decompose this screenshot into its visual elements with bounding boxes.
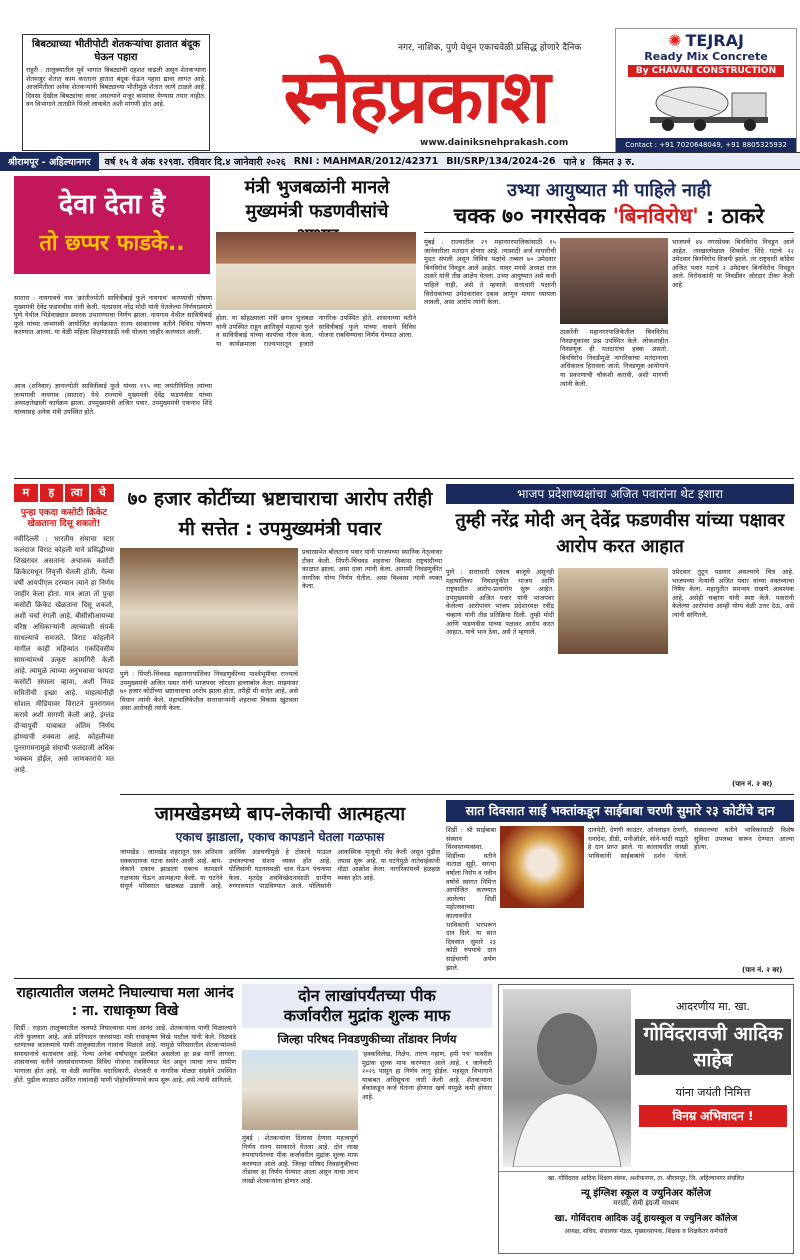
banner-line2: तो छप्पर फाडके.. (39, 231, 185, 256)
website: www.dainiksnehprakash.com (420, 138, 569, 148)
sai-photo (500, 826, 584, 908)
tribute-ad (498, 984, 794, 1254)
tejraj-ad (615, 28, 797, 153)
thackeray-headline (424, 202, 794, 230)
section-rule-2 (120, 794, 794, 795)
stamp-headline-l2: कर्जावरील मुद्रांक शुल्क माफ (283, 1006, 451, 1025)
footer-line3: मराठी, सेमी इंग्रजी माध्यम (613, 1199, 679, 1207)
ad-brand: TEJRAJ (685, 31, 744, 50)
label-char-3: त्वा (65, 484, 89, 502)
page-count: पाने ४ (563, 156, 585, 168)
adik-portrait (503, 989, 631, 1167)
sai-body-2: दानपेटी, देणगी काउंटर, ऑनलाइन देणगी, धनादेश, डीडी, मनीऑर्डर, सोने-चांदी याद्वारे हे दान प्राप्त झाले. या कालावधीत लाखो भाविकांनी साईबाबांचे दर्शन घेतले. संस्थानच्या वतीने भाविकांसाठी विशेष सुविधा उपलब्ध करून देण्यात आल्या होत्या. (588, 826, 794, 860)
footer-line2: न्यू इंग्लिश स्कूल व ज्युनिअर कॉलेज (581, 1188, 711, 1199)
paper-title: स्नेहप्रकाश (283, 54, 549, 140)
chavan-cont: (पान नं. २ वर) (732, 780, 773, 788)
info-bar (0, 152, 800, 170)
tribute-footer (499, 1171, 793, 1253)
rni-number: RNI : MAHMAR/2012/42371 (293, 155, 439, 167)
bii-number: BII/SRP/134/2024-26 (446, 155, 556, 167)
stamp-duty-sub: जिल्हा परिषद निवडणुकीच्या तोंडावर निर्णय (277, 1032, 457, 1046)
tribute-name: गोविंदरावजी आदिक साहेब (635, 1019, 791, 1075)
thackeray-photo (560, 238, 668, 324)
stamp-headline-l1: दोन लाखांपर्यंतच्या पीक (298, 986, 436, 1005)
sai-body-1: शिर्डी : श्री साईबाबा संस्थान विश्वस्तव्यवस्था, शिर्डीच्या वतीने नाताळ सुट्टी, सरत्या वर्षाला निरोप व नवीन वर्षाचे स्वागत निमित्त आयोजित करण्यात आलेल्या शिर्डी महोत्सवाच्या कालावधीत भाविकांनी भरभरून दान दिले. या सात दिवसांत सुमारे २३ कोटी रुपयांचे दान साईचरणी अर्पण झाले. (446, 826, 496, 972)
bhujbal-headline: मंत्री भुजबळांनी मानले मुख्यमंत्री फडणवीसांचे (244, 177, 390, 222)
ad-contact: Contact : +91 7020648049, +91 8805325932 (616, 138, 796, 152)
deva-banner (14, 176, 210, 274)
tribute-small: आदरणीय मा. खा. (675, 1000, 751, 1013)
sunburst-icon: ✺ (668, 31, 682, 50)
pawar-body-2: प्रचारसभेत बोलताना पवार यांनी भाजपच्या स्थानिक नेतृत्वावर टीका केली. पिंपरी-चिंचवड शहराचा विकास राष्ट्रवादीच्या काळात झाला, असा दावा त्यांनी केला. आगामी निवडणुकीत नागरिक योग्य निर्णय घेतील, असा विश्वास त्यांनी व्यक्त केला. (302, 548, 442, 591)
chavan-body-2: उमेदवार तुटून पडणार असल्याचे चित्र आहे. भाजपच्या नेत्यांनी अजित पवार यांच्या वक्तव्याचा निषेध केला. महायुतीत समन्वय राखणे आवश्यक आहे, असेही चव्हाण यांनी स्पष्ट केले. पवारांनी केलेल्या आरोपांना आम्ही योग्य वेळी उत्तर देऊ, असे त्यांनी सांगितले. (672, 568, 794, 619)
sai-cont: (पान नं. २ वर) (742, 966, 783, 974)
jamkhed-body: जामखेड : जामखेड शहरातून एक अतिशय धक्कादायक घटना समोर आली आहे. बाप-लेकाने एकाच झाडाला एकाच कापडाने गळफास घेऊन आत्महत्या केली. या घटनेने संपूर्ण परिसरात खळबळ उडाली आहे. आर्थिक अडचणीमुळे हे टोकाचे पाऊल उचलल्याचा संशय व्यक्त होत आहे. पोलिसांनी घटनास्थळी धाव घेऊन पंचनामा केला. मृतदेह शवविच्छेदनासाठी ग्रामीण रुग्णालयात पाठविण्यात आले. पोलिसांनी आकस्मिक मृत्यूची नोंद केली असून पुढील तपास सुरू आहे. या घटनेमुळे नातेवाईकांनी मोठा आक्रोश केला. नागरिकांमध्ये हळहळ व्यक्त होत आहे. (120, 848, 440, 891)
kohli-body: नवीदिल्ली : भारतीय संघाचा स्टार फलंदाज विराट कोहली याने प्रसिद्धीच्या शिखरावर असताना अचानक कसोटी क्रिकेटमधून निवृत्ती घेतली होती. गेल्या वर्षी आयपीएल दरम्यान त्याने हा निर्णय जाहीर केला होता. मात्र आता तो पुन्हा कसोटी क्रिकेट खेळताना दिसू शकतो, अशी चर्चा रंगली आहे. बीसीसीआयच्या वरिष्ठ अधिकाऱ्यांनी त्याच्याशी संपर्क साधल्याचे समजते. विराट कोहलीने मागील काही महिन्यांत एकदिवसीय सामन्यांमध्ये उत्कृष्ट कामगिरी केली आहे. त्यामुळे त्याच्या अनुभवाचा फायदा कसोटी संघाला व्हावा, अशी निवड समितीची इच्छा आहे. चाहत्यांनीही सोशल मीडियावर विराटने पुनरागमन करावे अशी मागणी केली आहे. इंग्लंड दौऱ्यापूर्वी याबाबत अंतिम निर्णय होण्याची शक्यता आहे. कोहलीच्या पुनरागमनामुळे संघाची फलंदाजी अधिक भक्कम होईल, असे जाणकारांचे मत आहे. (14, 535, 114, 774)
chavan-body-1: पुणे : सत्ताधारी एकाच बाजूचे असूनही महापालिका निवडणुकीत भाजप आणि राष्ट्रवादीत आरोप-प्रत्यारोप सुरू आहेत. उपमुख्यमंत्री अजित पवार यांनी भाजपवर केलेल्या आरोपांवर भाजप प्रदेशाध्यक्ष रवींद्र चव्हाण यांनी तीव्र प्रतिक्रिया दिली. तुम्ही मोदी आणि फडणवीस यांच्या पक्षावर आरोप करत आहात, याचे भान ठेवा, असे ते म्हणाले. (446, 568, 554, 637)
chavan-headline: तुम्ही नरेंद्र मोदी अन् देवेंद्र फडणवीस यांच्या पक्षावर आरोप करत आहात (455, 510, 785, 557)
footer-line1: खा. गोविंदराव आदिक शिक्षण संस्था, अशोकनगर, ता. श्रीरामपूर, जि. अहिल्यानगर संचलित (547, 1175, 745, 1182)
ad-product: Ready Mix Concrete (644, 50, 768, 63)
label-char-4: चे (91, 484, 115, 502)
event-photo (216, 232, 416, 310)
side-news-box (22, 34, 210, 151)
headline-part3: : ठाकरे (706, 204, 765, 228)
chavan-kicker: भाजप प्रदेशाध्यक्षांचा अजित पवारांना थेट इशारा (446, 484, 794, 504)
tribute-occasion: यांना जयंती निमित्त (675, 1086, 751, 1099)
building-photo (242, 1050, 358, 1130)
bhujbal-body-1: सातारा : नायगावचे नाव 'क्रांतीज्योती सावित्रीबाई फुले नायगाव' करण्याची घोषणा मुख्यमंत्री देवेंद्र फडणवीस यांनी केली. पंतप्रधान नरेंद्र मोदी यांनी घेतलेल्या निर्णयाप्रमाणे पुणे येथील भिडेवाड्यात स्मारक उभारण्याचा निर्णय झाला. नायगाव येथील सावित्रीबाई फुले यांच्या जन्मगावी आयोजित कार्यक्रमात राज्य सरकारच्या वतीने विविध घोषणा करण्यात आल्या. या वेळी महिला शिक्षणासाठी नवी योजना जाहीर करण्यात आली. (14, 294, 212, 337)
footer-line5: अध्यक्ष, सचिव, संचालक मंडळ, मुख्याध्यापक, शिक्षक व शिक्षकेतर कर्मचारी (564, 1228, 728, 1235)
bhujbal-body-3: होता. या सोहळ्याला मंत्री छगन भुजबळ यांनी उपस्थित राहून क्रांतिसूर्य महात्मा फुले व सावित्रीबाई यांच्या कार्याचा गौरव केला. या कार्यक्रमाला राज्यभरातून हजारो नागरिक उपस्थित होते. शासनाच्या वतीने सावित्रीबाई फुले यांच्या नावाने विविध योजना राबविण्याचा निर्णय घेण्यात आला. (216, 314, 416, 348)
stamp-body-2: 'हक्कविलेख, निक्षेप, तारण गहाण, हमी पत्र' यावरील मुद्रांक शुल्क माफ करण्यात आले आहे. १ जानेवारी २०२६ पासून हा निर्णय लागू होईल. महसूल विभागाने याबाबत अधिसूचना जारी केली आहे. शेतकऱ्यांना बँकांकडून कर्ज घेताना होणारा खर्च यामुळे कमी होणार आहे. (362, 1050, 492, 1101)
chavan-photo (558, 568, 668, 654)
jamkhed-sub: एकाच झाडाला, एकाच कापडाने घेतला गळफास (175, 830, 385, 844)
ad-by: By CHAVAN CONSTRUCTION (628, 65, 784, 77)
thackeray-rule (424, 232, 794, 233)
footer-line4: खा. गोविंदराव आदिक उर्दू हायस्कूल व ज्युनिअर कॉलेज (554, 1214, 738, 1224)
side-headline: बिबट्याच्या भीतीपोटी शेतकऱ्यांचा हातात बंदूक घेऊन पहारा (31, 39, 201, 63)
kohli-headline: पुन्हा एकदा कसोटी क्रिकेट खेळताना दिसू शकतो! (20, 508, 108, 529)
thackeray-kicker: उभ्या आयुष्यात मी पाहिले नाही (507, 180, 711, 201)
headline-part1: चक्क ७० नगरसेवक (453, 204, 606, 228)
pawar-body-1: पुणे : पिंपरी-चिंचवड महानगरपालिका निवडणुकीच्या पार्श्वभूमीवर राज्याचे उपमुख्यमंत्री अजित पवार यांनी भाजपवर जोरदार हल्लाबोल केला. माझ्यावर ७० हजार कोटींच्या भ्रष्टाचाराचा आरोप झाला होता, तरीही मी सत्तेत आहे, असे विधान त्यांनी केले. महापालिकेतील सत्ताधाऱ्यांनी शहराचा विकास खुंटवला असा आरोपही त्यांनी केला. (120, 670, 298, 713)
vikhe-headline: राहात्यातील जलमटे निघाल्याचा मला आनंद : ना. राधाकृष्ण विखे (16, 985, 234, 1019)
section-rule-1 (14, 478, 794, 479)
thackeray-body-2: ठाकरेंनी महानगरपालिकेतील बिनविरोध निवडणुकांवर प्रश्न उपस्थित केले. लोकशाहीत निवडणूक ही मतदारांचा हक्क असतो. बिनविरोध निवडीमुळे नागरिकांचा मतदानाचा अधिकारच हिरावला जातो. निवडणूक आयोगाने या प्रकरणाची चौकशी करावी, अशी मागणी त्यांनी केली. (560, 328, 668, 388)
sai-headline: सात दिवसात साई भक्तांकडून साईबाबा चरणी सुमारे २३ कोटींचे दान (446, 800, 794, 822)
edition-place: श्रीरामपूर - अहिल्यानगर (0, 152, 99, 171)
mahatvache-label (14, 484, 114, 502)
banner-line1: देवा देता है (58, 189, 166, 220)
stamp-body-1: मुंबई : शेतकऱ्यांना दिलासा देणारा महत्त्वपूर्ण निर्णय राज्य सरकारने घेतला आहे. दोन लाख रुपयांपर्यंतच्या पीक कर्जावरील मुद्रांक शुल्क माफ करण्यात आले आहे. जिल्हा परिषद निवडणुकीच्या तोंडावर हा निर्णय घेण्यात आला असून याचा लाभ लाखो शेतकऱ्यांना होणार आहे. (242, 1134, 358, 1185)
pawar-photo (120, 548, 298, 666)
jamkhed-headline: जामखेडमध्ये बाप-लेकाची आत्महत्या (154, 803, 406, 825)
tagline: नगर, नाशिक, पुणे येथून एकाचवेळी प्रसिद्ध होणारे दैनिक (398, 43, 582, 53)
label-char-2: ह (40, 484, 64, 502)
headline-part2: 'बिनविरोध' (612, 204, 699, 228)
thackeray-body-3: भाजपचे ४४ नगरसेवक बिनविरोध निवडून आले आहेत. त्याखालोखाल शिवसेना शिंदे गटाचे २२ उमेदवार बिनविरोध विजयी झाले. तर राष्ट्रवादी काँग्रेस अजित पवार गटाचे २ उमेदवार बिनविरोध निवडून आले. विरोधकांनी या निवडींवर जोरदार टीका केली आहे. (672, 238, 794, 289)
issue-info: वर्ष १५ वे अंक १२९वा. रविवार दि.४ जानेवारी २०२६ (104, 156, 286, 168)
vikhe-body: शिर्डी : राहाता तालुक्यातील जलमटे निघाल्याचा मला आनंद आहे. शेतकऱ्यांना पाणी मिळाल्याने शेती फुलणार आहे, असे प्रतिपादन जलसंपदा मंत्री राधाकृष्ण विखे पाटील यांनी केले. निळवंडे धरणाच्या कालव्यांचे पाणी तालुक्यातील गावांना मिळाले आहे. यामुळे परिसरातील शेतकऱ्यांमध्ये समाधानाचे वातावरण आहे. गेल्या अनेक वर्षांपासून प्रलंबित असलेला हा प्रश्न मार्गी लागला. शासनाच्या वतीने जलसंधारणाच्या विविध योजना राबविण्यात येत असून त्याचा लाभ ग्रामीण भागाला होत आहे. या वेळी स्थानिक पदाधिकारी, शेतकरी व नागरिक मोठ्या संख्येने उपस्थित होते. पुढील काळात उर्वरित गावांनाही पाणी पोहोचविण्याचे काम सुरू आहे, असे त्यांनी सांगितले. (14, 1024, 236, 1084)
thackeray-body-1: मुंबई : राज्यातील २९ महानगरपालिकांसाठी १५ जानेवारीला मतदान होणार आहे. त्यासाठी अर्ज माघारीची मुदत संपली असून विविध पक्षांचे तब्बल ७० उमेदवार बिनविरोध निवडून आले आहेत. यावर मनसे अध्यक्ष राज ठाकरे यांनी तीव्र आक्षेप घेतला. उभ्या आयुष्यात असे कधी पाहिले नाही, असे ते म्हणाले. सत्ताधारी पक्षांनी विरोधकांच्या उमेदवारांवर दबाव आणून माघार घ्यायला लावली, असा आरोप त्यांनी केला. (424, 238, 556, 307)
bhujbal-body-2: आज (शनिवार) ज्ञानज्योती सावित्रीबाई फुले यांच्या १९५ व्या जयंतीनिमित्त त्यांच्या जन्मगावी नायगाव (सातारा) येथे राज्याचे मुख्यमंत्री देवेंद्र फडणवीस यांच्या अध्यक्षतेखाली कार्यक्रम झाला. उपमुख्यमंत्री अजित पवार, उपमुख्यमंत्री एकनाथ शिंदे यांच्यासह अनेक मंत्री उपस्थित होते. (14, 382, 212, 416)
pawar-headline: ७० हजार कोटींच्या भ्रष्टाचाराचा आरोप तरीही मी सत्तेत : उपमुख्यमंत्री पवार (127, 488, 433, 540)
tribute-greeting: विनम्र अभिवादन ! (639, 1105, 787, 1127)
section-rule-3 (14, 978, 794, 979)
mixer-truck-icon (640, 83, 780, 133)
label-char-1: म (14, 484, 38, 502)
stamp-duty-headline (242, 984, 492, 1028)
side-body: राहुरी : तालुक्यातील पूर्व भागात बिबट्यांची दहशत वाढली असून शेतकऱ्यांना शेतमजूर शेतात काम करताना हातात बंदूक घेऊन पहारा द्यावा लागत आहे. आजमितीला अनेक शेतकऱ्यांनी बिबट्याच्या भीतीमुळे शेतात जाणे टाळले आहे. दिवसा देखील बिबट्यांचा वावर असल्याने मजूर कामावर येण्यास तयार नाहीत. वन विभागाने तातडीने पिंजरे लावावेत अशी मागणी होत आहे. (26, 66, 206, 109)
price: किंमत ३ रु. (592, 156, 635, 168)
